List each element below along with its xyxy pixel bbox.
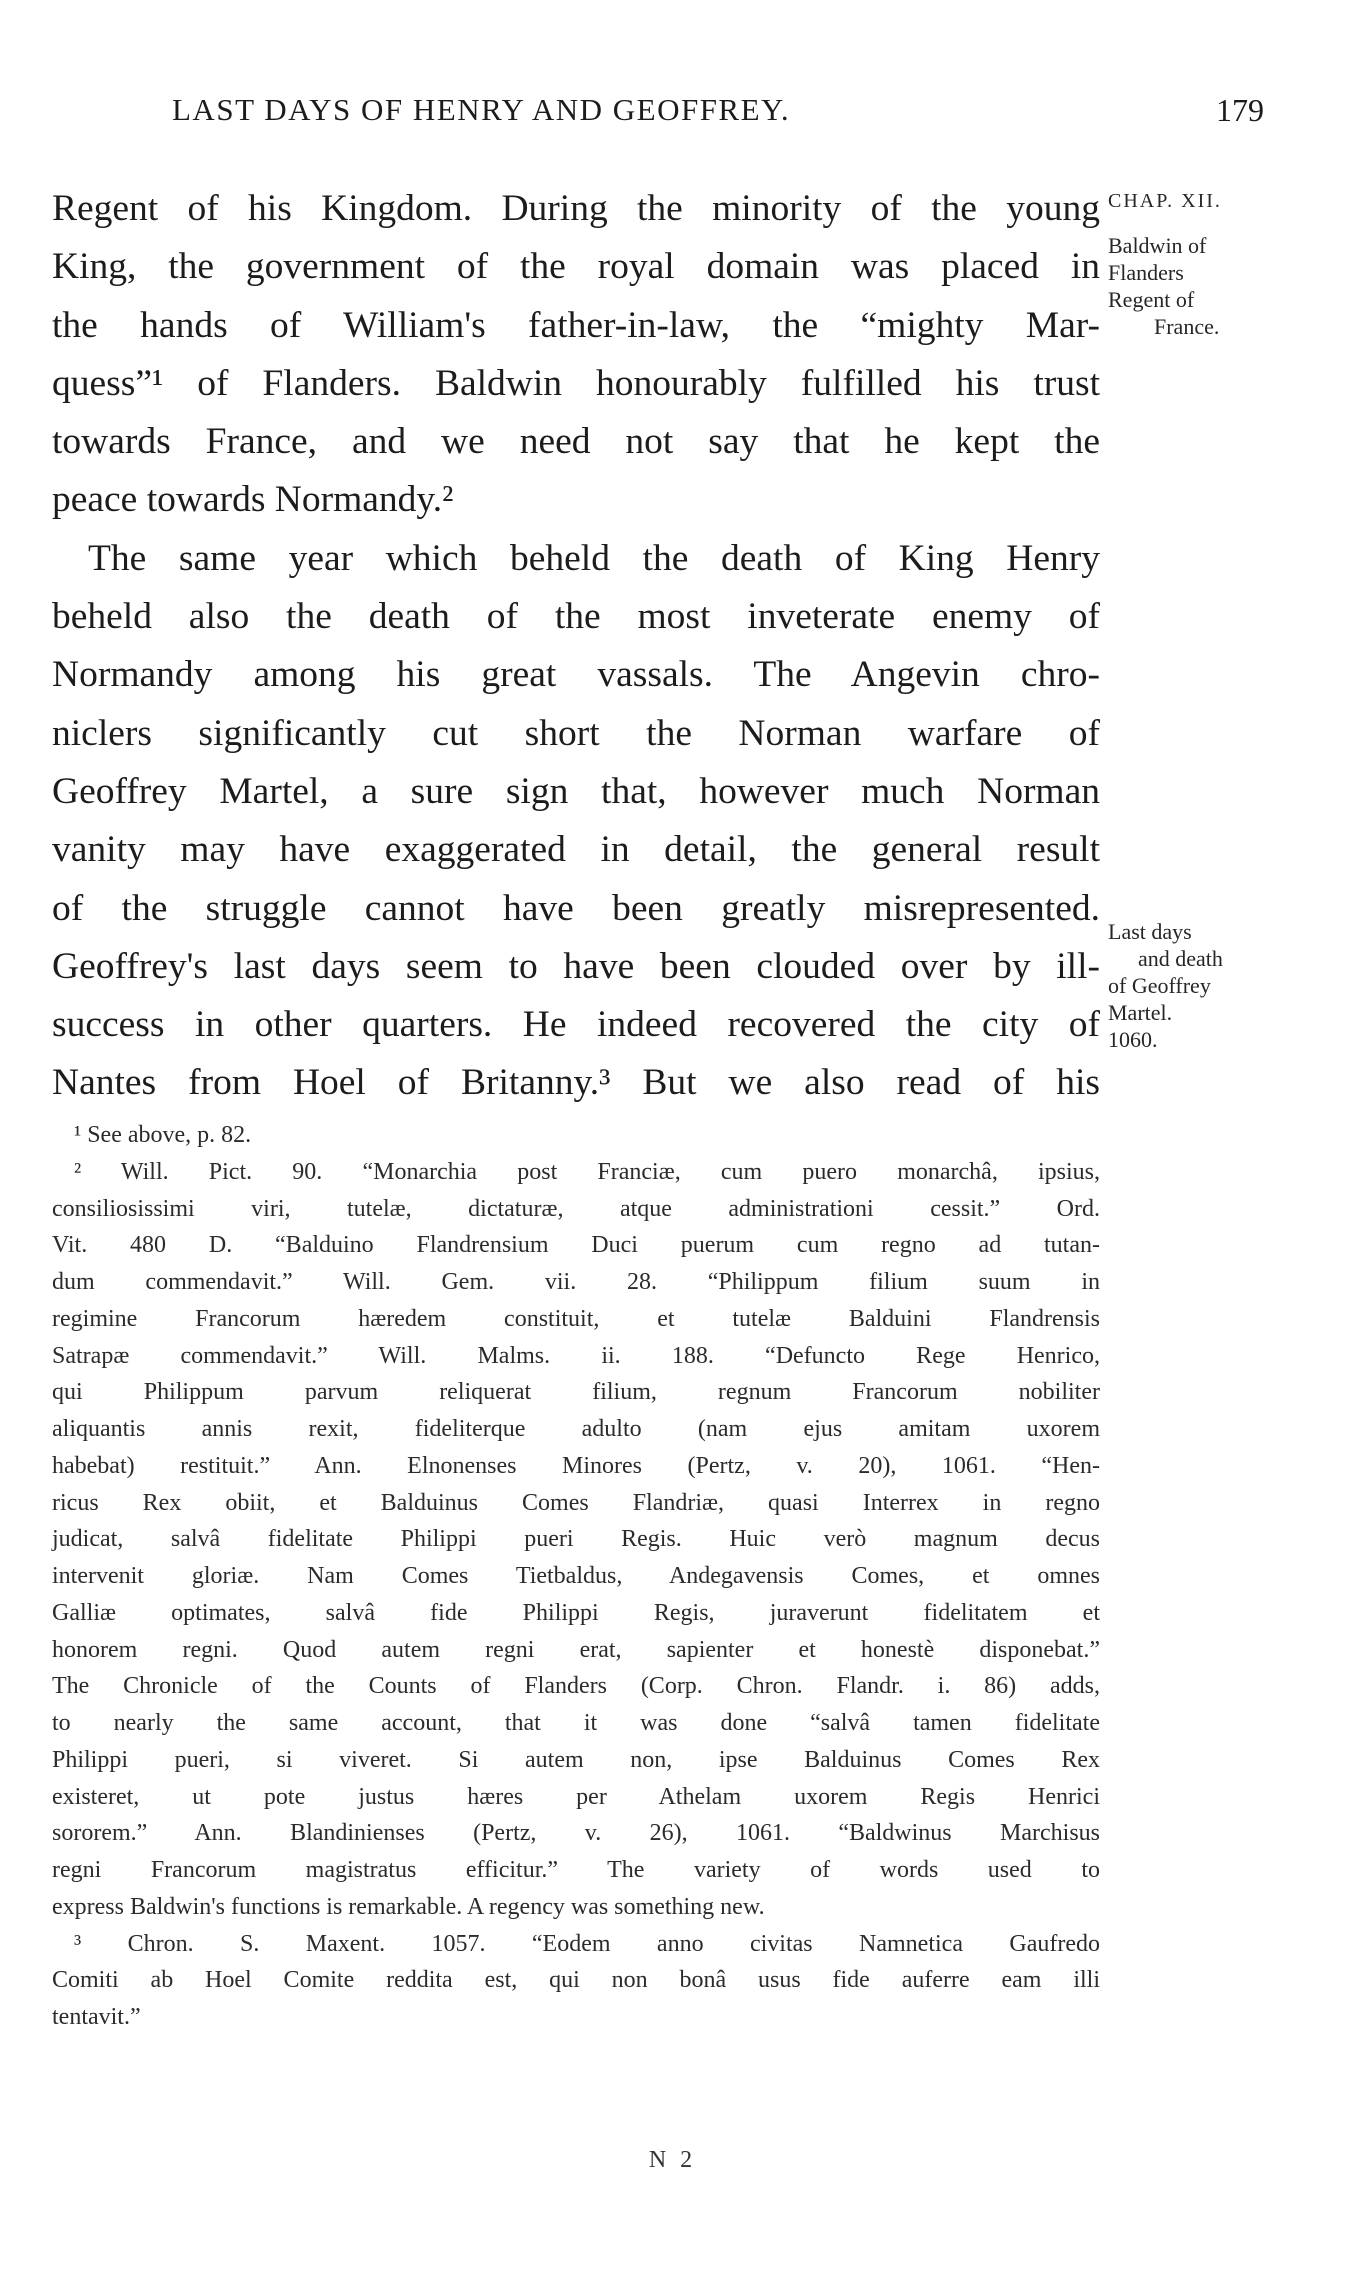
text-line: the hands of William's father-in-law, the “mighty Mar- [52, 304, 1100, 346]
text-line: niclers significantly cut short the Norman warfare of [52, 712, 1100, 754]
marginal-line: and death [1138, 946, 1223, 971]
footnote-line: consiliosissimi viri, tutelæ, dictaturæ, atque administrationi cessit.” Ord. [52, 1195, 1100, 1222]
text-line: Nantes from Hoel of Britanny.³ But we also read of his [52, 1062, 1100, 1104]
marginal-line: Regent of [1108, 287, 1195, 312]
footnote-line: qui Philippum parvum reliquerat filium, regnum Francorum nobiliter [52, 1379, 1100, 1406]
text-line: beheld also the death of the most inveterate enemy of [52, 596, 1100, 638]
text-line: The same year which beheld the death of King Henry [88, 537, 1100, 579]
text-line: Normandy among his great vassals. The Angevin chro- [52, 654, 1100, 696]
footnote-line: Comiti ab Hoel Comite reddita est, qui non bonâ usus fide auferre eam illi [52, 1967, 1100, 1994]
footnote-line: regimine Francorum hæredem constituit, et tutelæ Balduini Flandrensis [52, 1305, 1100, 1332]
footnote-line: intervenit gloriæ. Nam Comes Tietbaldus, Andegavensis Comes, et omnes [52, 1563, 1100, 1589]
text-line: Regent of his Kingdom. During the minority of the young [52, 188, 1100, 229]
text-line: peace towards Normandy.² [52, 479, 454, 521]
running-title: LAST DAYS OF HENRY AND GEOFFREY. [172, 92, 791, 127]
footnote-line: aliquantis annis rexit, fideliterque adulto (nam ejus amitam uxorem [52, 1416, 1100, 1442]
footnote-line: ² Will. Pict. 90. “Monarchia post Franciæ, cum puero monarchâ, ipsius, [74, 1158, 1100, 1185]
footnote-line: Vit. 480 D. “Balduino Flandrensium Duci puerum cum regno ad tutan- [52, 1232, 1100, 1259]
footnote-line: ³ Chron. S. Maxent. 1057. “Eodem anno civitas Namnetica Gaufredo [74, 1930, 1100, 1957]
footnote-line: Philippi pueri, si viveret. Si autem non, ipse Balduinus Comes Rex [52, 1746, 1100, 1773]
text-line: Geoffrey Martel, a sure sign that, however much Norman [52, 770, 1100, 812]
footnote-line: to nearly the same account, that it was done “salvâ tamen fidelitate [52, 1710, 1100, 1736]
text-line: Geoffrey's last days seem to have been clouded over by ill- [52, 945, 1100, 987]
signature-mark: N 2 [648, 2147, 697, 2173]
text-line: quess”¹ of Flanders. Baldwin honourably fulfilled his trust [52, 362, 1100, 404]
footnote-line: ¹ See above, p. 82. [74, 1122, 252, 1148]
text-line: King, the government of the royal domain was placed in [52, 246, 1100, 288]
marginal-line: of Geoffrey [1108, 973, 1211, 998]
footnotes [52, 1117, 1100, 2036]
main-text [52, 180, 1100, 1113]
footnote-line: The Chronicle of the Counts of Flanders (Corp. Chron. Flandr. i. 86) adds, [52, 1673, 1100, 1700]
marginal-line: Martel. [1108, 1000, 1173, 1025]
footnote-line: habebat) restituit.” Ann. Elnonenses Minores (Pertz, v. 20), 1061. “Hen- [52, 1452, 1100, 1479]
footnote-line: judicat, salvâ fidelitate Philippi pueri Regis. Huic verò magnum decus [52, 1526, 1100, 1553]
running-header [52, 92, 1264, 144]
marginal-line: Flanders [1108, 260, 1184, 285]
text-line: success in other quarters. He indeed recovered the city of [52, 1004, 1100, 1046]
marginal-note-baldwin [1108, 232, 1338, 340]
chapter-label: CHAP. XII. [1108, 190, 1222, 212]
footnote-line: honorem regni. Quod autem regni erat, sapienter et honestè disponebat.” [52, 1636, 1100, 1663]
text-line: of the struggle cannot have been greatly misrepresented. [52, 887, 1100, 929]
footnote-line: Satrapæ commendavit.” Will. Malms. ii. 188. “Defuncto Rege Henrico, [52, 1342, 1100, 1369]
text-line: towards France, and we need not say that he kept the [52, 421, 1100, 463]
marginal-note-geoffrey [1108, 918, 1338, 1053]
marginal-line: France. [1154, 314, 1220, 339]
footnote-line: sororem.” Ann. Blandinienses (Pertz, v. 26), 1061. “Baldwinus Marchisus [52, 1820, 1100, 1847]
marginal-line: 1060. [1108, 1027, 1158, 1052]
marginal-line: Last days [1108, 919, 1192, 944]
footnote-line: existeret, ut pote justus hæres per Athelam uxorem Regis Henrici [52, 1783, 1100, 1810]
footnote-line: express Baldwin's functions is remarkable. A regency was something new. [52, 1893, 765, 1920]
text-line: vanity may have exaggerated in detail, the general result [52, 829, 1100, 871]
marginal-line: Baldwin of [1108, 233, 1207, 258]
footnote-line: regni Francorum magistratus efficitur.” The variety of words used to [52, 1857, 1100, 1883]
chapter-marginal [1108, 186, 1338, 215]
footnote-line: Galliæ optimates, salvâ fide Philippi Regis, juraverunt fidelitatem et [52, 1599, 1100, 1626]
page-number: 179 [1216, 92, 1264, 128]
footnote-line: ricus Rex obiit, et Balduinus Comes Flandriæ, quasi Interrex in regno [52, 1489, 1100, 1516]
footnote-line: dum commendavit.” Will. Gem. vii. 28. “Philippum filium suum in [52, 1269, 1100, 1295]
footnote-line: tentavit.” [52, 2004, 141, 2030]
